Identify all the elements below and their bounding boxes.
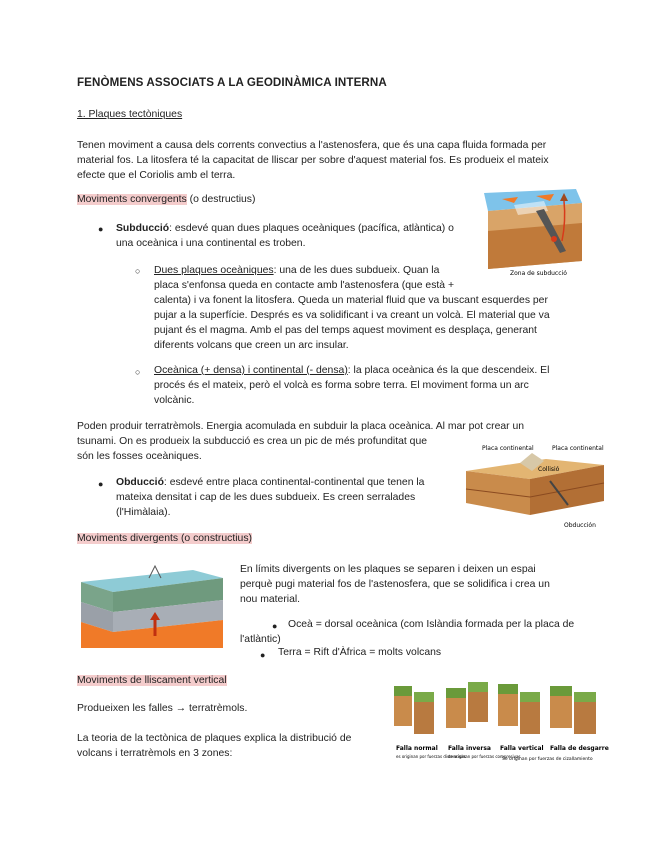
obduccio-term: Obducció: [116, 477, 164, 488]
divergent-bullet-ocean: [240, 617, 580, 647]
subduction-caption: Zona de subducció: [510, 270, 567, 277]
dues-plaques-text: pujar a la superfície. Després es va solidificant i va creant un volcà. El material que va: [154, 310, 550, 321]
magma-chamber: [551, 236, 557, 242]
divergent-text: En límits divergents on les plaques se separen i deixen un espai: [240, 564, 536, 575]
intro-line: efecte que el Coriolis amb el terra.: [77, 170, 236, 181]
convergent-heading: [77, 194, 255, 205]
dues-plaques-term: Dues plaques oceàniques: [154, 265, 274, 276]
obduction-figure: [460, 441, 610, 533]
page-title: FENÒMENS ASSOCIATS A LA GEODINÀMICA INTERNA: [77, 76, 387, 89]
oceanica-item: [154, 363, 574, 408]
dues-plaques-text: pujant és el magma. Amb el pas del temps aquest moviment es desplaça, generant: [154, 325, 537, 336]
fault-label: Falla normal: [396, 745, 438, 752]
divergent-label: Moviments divergents (o constructius): [77, 533, 252, 544]
faults-figure: [390, 676, 609, 776]
lower-layer: [488, 223, 582, 269]
obduction-label-right: Placa continental: [552, 445, 604, 452]
divergent-figure: [73, 556, 231, 652]
vertical-paragraph: [77, 731, 377, 761]
earthquake-text: són les fosses oceàniques.: [77, 451, 202, 462]
fault-normal-icon: [394, 686, 434, 734]
bullet-dot: ●: [272, 621, 278, 631]
obduction-caption: Obducción: [564, 522, 596, 529]
obduccio-text: (l'Himàlaia).: [116, 507, 171, 518]
dues-plaques-text: calenta) i va fonent la litosfera. Queda un material fluid que va buscant esquerdes per: [154, 295, 548, 306]
fault-vertical-icon: [498, 684, 540, 734]
fault-sublabel: se originan por fuerzas compresivas: [448, 754, 521, 759]
oceanica-text: : la placa oceànica és la que descendeix. El: [347, 365, 550, 376]
earthquake-text: tsunami. On es produeix la subducció es crea un pic de més profunditat que: [77, 436, 428, 447]
divergent-bullet-text: l'atlàntic): [240, 634, 281, 645]
intro-line: material fos. La litosfera té la capacitat de lliscar per sobre d'aquest material fos. Es produeix el mateix: [77, 155, 549, 166]
convergent-suffix: (o destructius): [186, 194, 256, 205]
dues-plaques-text: diferents volcans que creen un arc insular.: [154, 340, 349, 351]
intro-line: Tenen moviment a causa dels corrents convectius a l'astenosfera, que és una capa fluida formada per: [77, 140, 547, 151]
earthquake-text: Poden produir terratrèmols. Energia acomulada en subduir la placa oceànica. Al mar pot crear un: [77, 421, 525, 432]
divergent-bullet-text: Oceà = dorsal oceànica (com Islàndia formada per la placa de: [288, 619, 575, 630]
intro-paragraph: [77, 138, 577, 183]
bullet-dot: ●: [260, 650, 266, 660]
subduction-figure: [474, 181, 586, 277]
divergent-text: perquè pugi material fos de l'astenosfera, que se solidifica i crea un: [240, 579, 550, 590]
subduccio-text: : esdevé quan dues plaques oceàniques (pacífica, atlàntica) o: [169, 223, 454, 234]
vertical-label: Moviments de lliscament vertical: [77, 675, 227, 686]
sub-bullet-circle: ○: [135, 266, 141, 276]
fault-label: Falla inversa: [448, 745, 491, 752]
fault-sublabel: es originan por fuerzas distensivas: [396, 754, 466, 759]
divergent-paragraph: [240, 562, 580, 607]
obduccio-text: mateixa densitat i cap de les dues subdueix. Es creen serralades: [116, 492, 416, 503]
fault-label: Falla vertical: [500, 745, 544, 752]
bullet-dot: ●: [98, 224, 104, 234]
oceanica-text: volcànic.: [154, 395, 195, 406]
subduccio-text: una oceànica i una continental es troben.: [116, 238, 306, 249]
obduccio-text: : esdevé entre placa continental-continental que tenen la: [163, 477, 425, 488]
obduccio-item: [116, 475, 456, 520]
divergent-text: nou material.: [240, 594, 301, 605]
sub-bullet-circle: ○: [135, 367, 141, 377]
fault-sublabel: Se originan por fuerzas de cizallamiento: [502, 757, 593, 762]
obduction-label-mid: Collisió: [538, 466, 560, 473]
bullet-dot: ●: [98, 479, 104, 489]
divergent-bullet-land: Terra = Rift d'Àfrica = molts volcans: [278, 647, 442, 658]
section-heading: 1. Plaques tectòniques: [77, 109, 183, 120]
oceanica-term: Oceànica (+ densa) i continental (- densa): [154, 365, 348, 376]
oceanica-text: procés és el mateix, però el volcà es forma sobre terra. El moviment forma un arc: [154, 380, 529, 391]
fault-reverse-icon: [446, 682, 488, 728]
obduction-label-left: Placa continental: [482, 445, 534, 452]
dues-plaques-text: placa s'enfonsa queda en contacte amb l'astenosfera (que està +: [154, 280, 455, 291]
fault-label: Falla de desgarre: [550, 745, 609, 752]
subduccio-item: [116, 221, 476, 251]
vertical-text: Produeixen les falles → terratrèmols.: [77, 703, 248, 714]
vertical-text: La teoria de la tectònica de plaques explica la distribució de: [77, 733, 352, 744]
vertical-text: volcans i terratrèmols en 3 zones:: [77, 748, 233, 759]
fault-strike-slip-icon: [550, 686, 596, 734]
convergent-label: Moviments convergents: [77, 194, 187, 205]
dues-plaques-text: : una de les dues subdueix. Quan la: [273, 265, 440, 276]
subduccio-term: Subducció: [116, 223, 170, 234]
